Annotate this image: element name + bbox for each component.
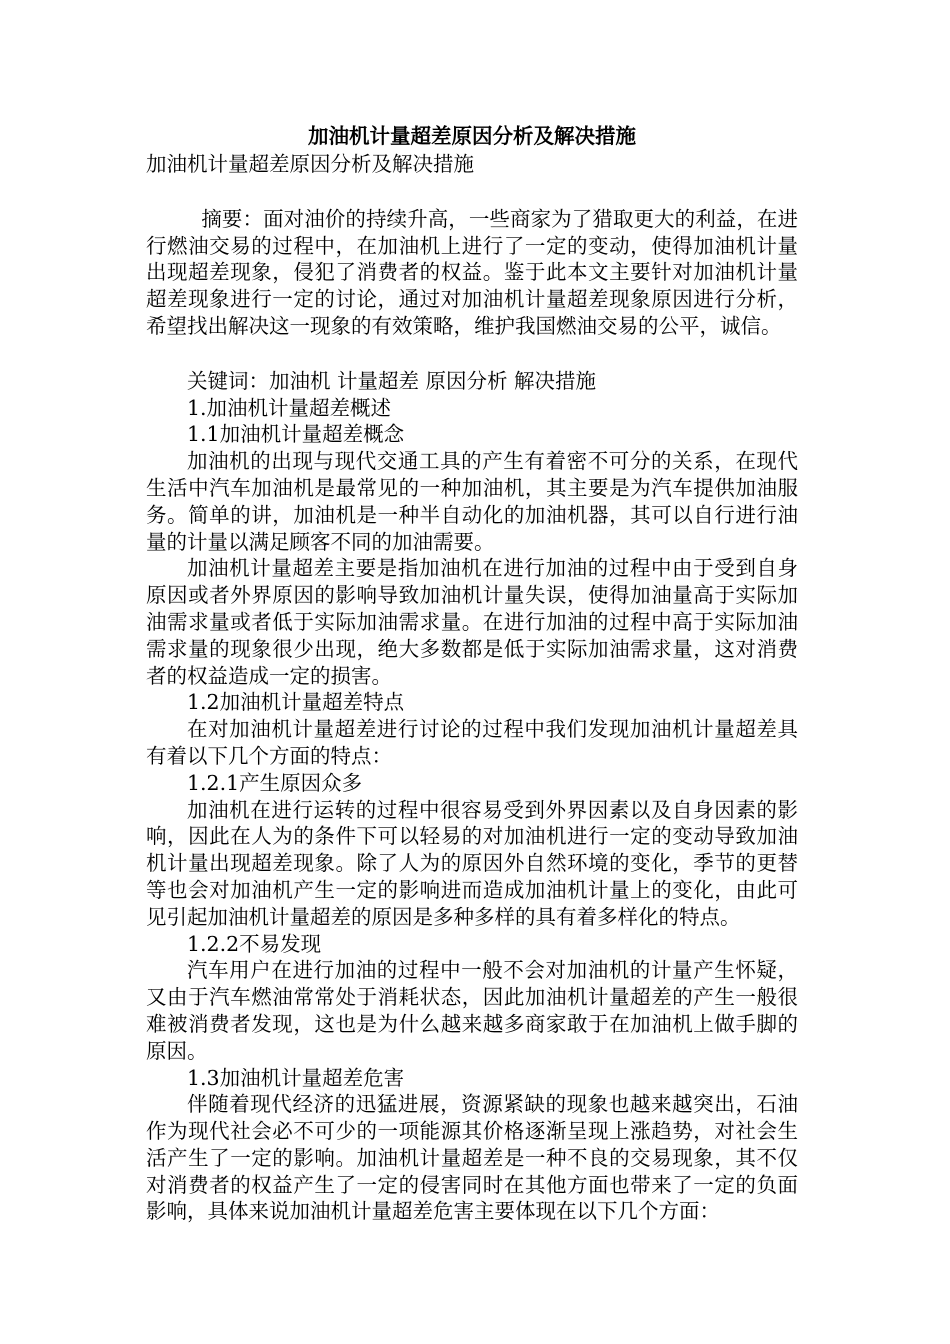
body-paragraph: 伴随着现代经济的迅猛进展，资源紧缺的现象也越来越突出，石油作为现代社会必不可少的一项能源其价格逐渐呈现上涨趋势，对社会生活产生了一定的影响。加油机计量超差是一种不良的交易现象，其不仅对消费者的权益产生了一定的侵害同时在其他方面也带来了一定的负面影响，具体来说加油机计量超差危害主要体现在以下几个方面： [146,1092,798,1224]
section-heading-1-1: 1.1加油机计量超差概念 [187,422,405,447]
section-heading-1-2-1: 1.2.1产生原因众多 [187,770,363,795]
body-paragraph: 在对加油机计量超差进行讨论的过程中我们发现加油机计量超差具有着以下几个方面的特点： [146,717,798,768]
document-subtitle: 加油机计量超差原因分析及解决措施 [146,152,474,176]
section-heading-1-3: 1.3加油机计量超差危害 [187,1065,405,1090]
body-paragraph: 汽车用户在进行加油的过程中一般不会对加油机的计量产生怀疑，又由于汽车燃油常常处于消耗状态，因此加油机计量超差的产生一般很难被消费者发现，这也是为什么越来越多商家敢于在加油机上做手脚的原因。 [146,958,798,1063]
body-paragraph: 加油机的出现与现代交通工具的产生有着密不可分的关系，在现代生活中汽车加油机是最常见的一种加油机，其主要是为汽车提供加油服务。简单的讲，加油机是一种半自动化的加油机器，其可以自行进行油量的计量以满足顾客不同的加油需要。 [146,449,798,554]
section-heading-1-2-2: 1.2.2不易发现 [187,931,322,956]
abstract-paragraph: 摘要：面对油价的持续升高，一些商家为了猎取更大的利益，在进行燃油交易的过程中，在加油机上进行了一定的变动，使得加油机计量出现超差现象，侵犯了消费者的权益。鉴于此本文主要针对加油机计量超差现象进行一定的讨论，通过对加油机计量超差现象原因进行分析，希望找出解决这一现象的有效策略，维护我国燃油交易的公平，诚信。 [146,206,798,338]
document-title: 加油机计量超差原因分析及解决措施 [308,124,636,148]
body-paragraph: 加油机计量超差主要是指加油机在进行加油的过程中由于受到自身原因或者外界原因的影响导致加油机计量失误，使得加油量高于实际加油需求量或者低于实际加油需求量。在进行加油的过程中高于实际加油需求量的现象很少出现，绝大多数都是低于实际加油需求量，这对消费者的权益造成一定的损害。 [146,556,798,688]
document-body [146,122,798,1225]
section-heading-1: 1.加油机计量超差概述 [187,395,392,420]
section-heading-1-2: 1.2加油机计量超差特点 [187,690,405,715]
spacer [146,178,798,206]
keywords-line: 关键词：加油机 计量超差 原因分析 解决措施 [187,368,597,393]
spacer [146,340,798,368]
body-paragraph: 加油机在进行运转的过程中很容易受到外界因素以及自身因素的影响，因此在人为的条件下可以轻易的对加油机进行一定的变动导致加油机计量出现超差现象。除了人为的原因外自然环境的变化，季节的更替等也会对加油机产生一定的影响进而造成加油机计量上的变化，由此可见引起加油机计量超差的原因是多种多样的具有着多样化的特点。 [146,797,798,929]
